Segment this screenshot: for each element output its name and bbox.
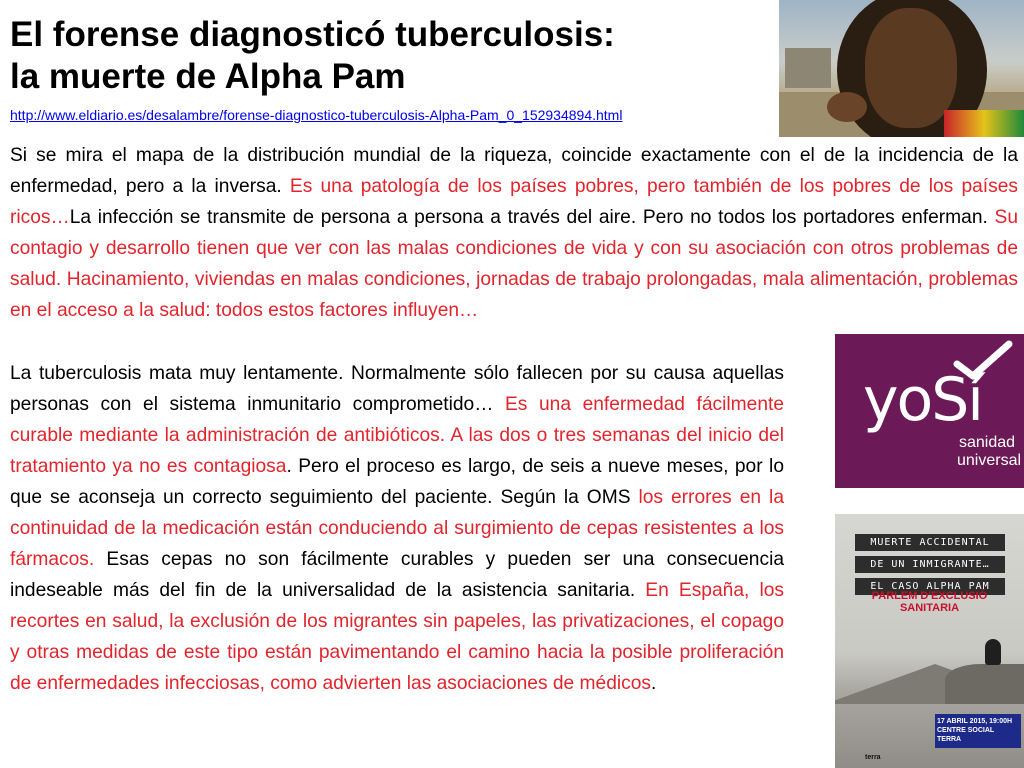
highlighted-text: Su contagio y desarrollo tienen que ver con las malas condiciones de vida y con su asociación con otros problemas de salud. Hacinamiento, viviendas en malas condiciones, jornadas de trabajo prolongadas, mala alimentación, problemas en el acceso a la salud: todos estos factores influyen… <box>10 207 1018 321</box>
event-poster <box>835 514 1024 768</box>
body-text: La tuberculosis mata muy lentamente. Normalmente sólo fallecen por su causa aquellas personas con el sistema inmunitario comprometido… <box>10 363 784 415</box>
alpha-pam-portrait-photo <box>779 0 1024 137</box>
poster-rock <box>945 664 1024 704</box>
highlighted-text: Es una patología de los países pobres, pero también de los pobres de los países ricos… <box>10 176 1018 228</box>
poster-stencil-2: DE UN INMIGRANTE… <box>855 556 1005 573</box>
source-link[interactable]: http://www.eldiario.es/desalambre/forense-diagnostico-tuberculosis-Alpha-Pam_0_152934894.html <box>10 107 623 123</box>
body-text: La infección se transmite de persona a persona a través del aire. Pero no todos los portadores enferman. <box>69 207 995 228</box>
photo-background-hut <box>785 48 831 88</box>
highlighted-text: En España, los recortes en salud, la exclusión de los migrantes sin papeles, las privatizaciones, el copago y otras medidas de este tipo están pavimentando el camino hacia la posible proliferación de enfermedades infecciosas, como advierten las asociaciones de médicos <box>10 580 784 694</box>
poster-heading-2: SANITARIA <box>899 602 960 614</box>
body-text: Si se mira el mapa de la distribución mundial de la riqueza, coincide exactamente con el de la incidencia de la enfermedad, pero a la inversa. <box>10 145 1018 197</box>
poster-terra-logo: terra <box>865 754 881 761</box>
yosi-sanidad-universal-banner <box>835 334 1024 488</box>
body-text: Esas cepas no son fácilmente curables y pueden ser una consecuencia indeseable más del fin de la universalidad de la asistencia sanitaria. <box>10 549 784 601</box>
body-text: . Pero el proceso es largo, de seis a nueve meses, por lo que se aconseja un correcto seguimiento del paciente. Según la OMS <box>10 456 784 508</box>
photo-shirt <box>944 110 1024 137</box>
slide-title <box>10 14 615 98</box>
poster-heading <box>835 590 1024 614</box>
yosi-line-2: universal <box>957 452 1022 469</box>
photo-hand <box>827 92 867 122</box>
highlighted-text: Es una enfermedad fácilmente curable mediante la administración de antibióticos. A las dos o tres semanas del inicio del tratamiento ya no es contagiosa <box>10 394 784 477</box>
paragraph-2 <box>10 358 784 699</box>
title-line-2: la muerte de Alpha Pam <box>10 57 406 96</box>
poster-heading-1: PARLEM D'EXCLUSIÓ <box>871 590 988 602</box>
poster-stencil-3: EL CASO ALPHA PAM <box>855 578 1005 595</box>
title-line-1: El forense diagnosticó tuberculosis: <box>10 15 615 54</box>
checkmark-icon <box>953 340 1013 380</box>
paragraph-1 <box>10 140 1018 326</box>
poster-stencil-1: MUERTE ACCIDENTAL <box>855 534 1005 551</box>
yosi-line-1: sanidad <box>958 434 1016 451</box>
poster-seated-person <box>985 639 1001 665</box>
body-text: . <box>651 673 657 694</box>
poster-date-box: 17 ABRIL 2015, 19:00H CENTRE SOCIAL TERRA <box>935 714 1021 748</box>
highlighted-text: los errores en la continuidad de la medicación están conduciendo al surgimiento de cepas resistentes a los fármacos. <box>10 487 784 570</box>
yosi-logo: yoSí <box>863 365 982 435</box>
